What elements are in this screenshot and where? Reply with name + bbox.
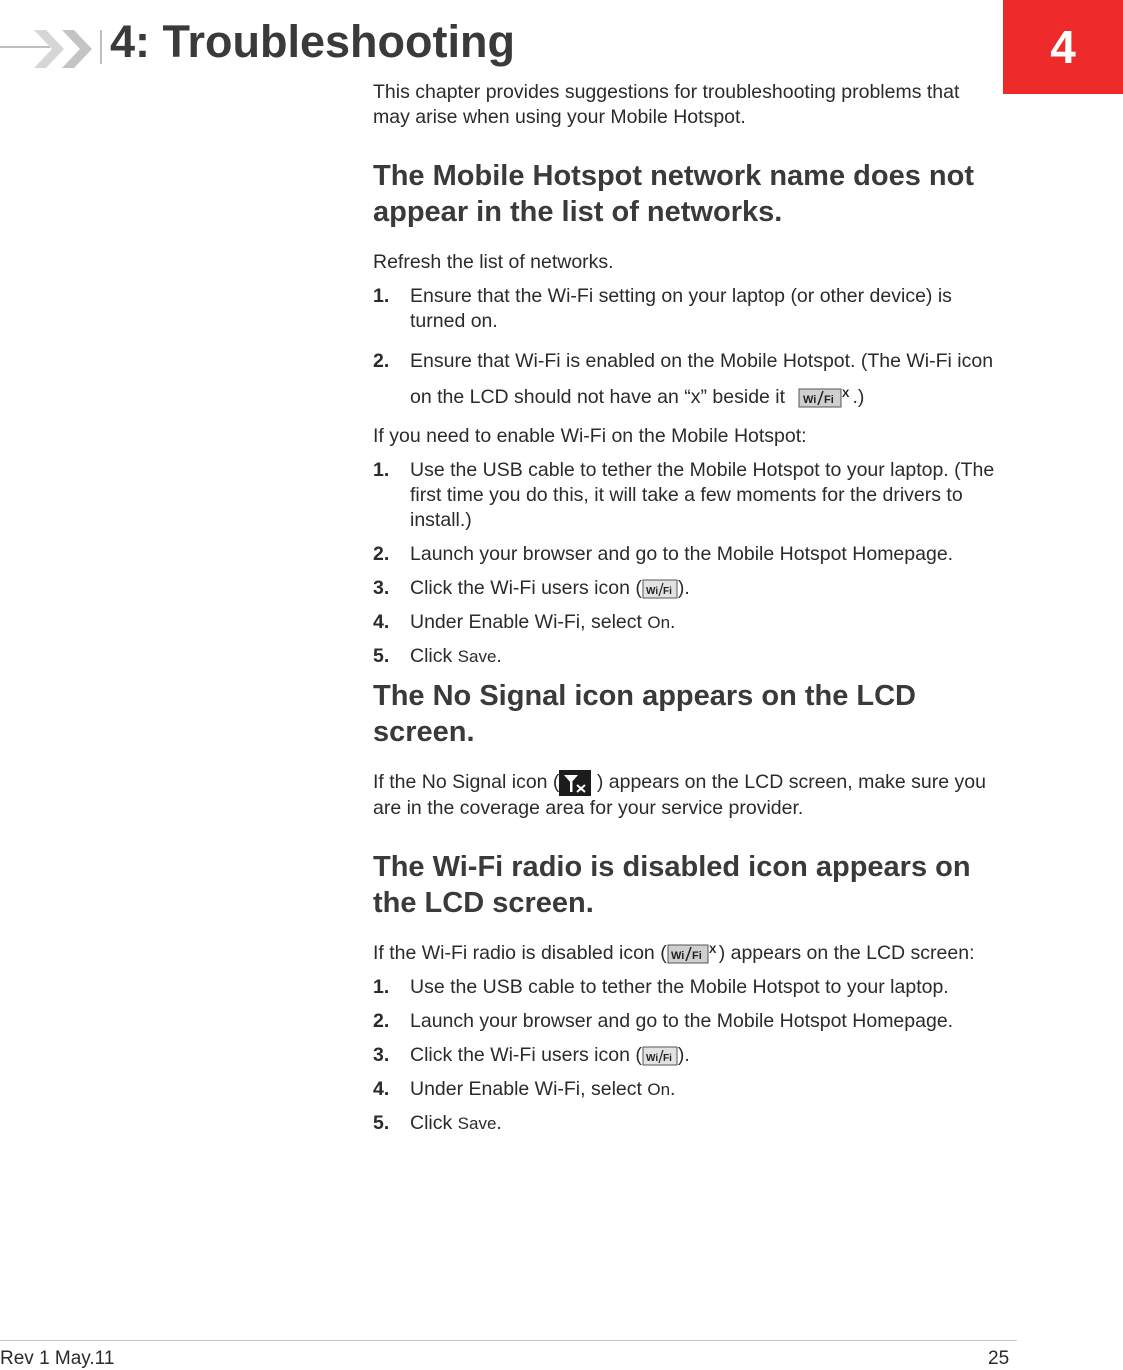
svg-text:Wi: Wi <box>670 949 685 962</box>
step-text-end: .) <box>852 386 865 408</box>
step-number: 2. <box>373 543 390 565</box>
step-number: 3. <box>373 1044 390 1066</box>
enable-wifi-steps <box>373 458 998 669</box>
list-item <box>373 542 998 567</box>
step-number: 5. <box>373 645 390 667</box>
svg-text:Wi: Wi <box>645 1052 659 1064</box>
svg-text:X: X <box>708 943 717 956</box>
wifi-disabled-steps <box>373 975 998 1136</box>
step-text: Click <box>410 1112 458 1134</box>
step-text: Under Enable Wi-Fi, select <box>410 1078 648 1100</box>
page-number: 25 <box>988 1348 1010 1369</box>
svg-text:Fi: Fi <box>662 1052 672 1064</box>
step-text: Ensure that the Wi-Fi setting on your laptop (or other device) is turned on. <box>410 285 952 332</box>
section-heading-network-name: The Mobile Hotspot network name does not appear in the list of networks. <box>373 160 974 228</box>
step-number: 5. <box>373 1112 390 1134</box>
step-text: Use the USB cable to tether the Mobile Hotspot to your laptop. (The first time you do this, it will take a few moments for the drivers to install.) <box>410 459 995 531</box>
intro-paragraph: This chapter provides suggestions for troubleshooting problems that may arise when using your Mobile Hotspot. <box>373 81 960 128</box>
step-text: Launch your browser and go to the Mobile Hotspot Homepage. <box>410 543 954 565</box>
list-item: 5. Click Save. <box>373 645 502 667</box>
ui-label-save: Save <box>457 647 497 666</box>
chapter-title: 4: Troubleshooting <box>110 16 515 67</box>
list-item <box>373 1009 998 1034</box>
step-number: 1. <box>373 976 390 998</box>
section-heading-wifi-disabled: The Wi-Fi radio is disabled icon appears on the LCD screen. <box>373 851 971 919</box>
step-text-end: ). <box>677 1044 690 1066</box>
svg-text:Wi: Wi <box>645 585 659 597</box>
list-item <box>373 975 998 1000</box>
wifi-disabled-x: X <box>842 387 850 400</box>
section-heading-no-signal: The No Signal icon appears on the LCD screen. <box>373 680 916 748</box>
step-number: 2. <box>373 1010 390 1032</box>
step-text-end: ). <box>677 577 690 599</box>
wifi-disabled-icon <box>667 942 719 966</box>
list-item <box>373 1043 998 1068</box>
step-text: Ensure that Wi-Fi is enabled on the Mobile Hotspot. (The Wi-Fi icon on the LCD should not have an “x” beside it <box>410 350 994 408</box>
step-text: Click <box>410 645 458 667</box>
svg-text:Fi: Fi <box>662 585 672 597</box>
wifi-disabled-icon <box>798 386 852 410</box>
step-text: Click the Wi-Fi users icon ( <box>410 577 642 599</box>
wifi-users-icon <box>642 578 678 600</box>
list-item <box>373 576 998 601</box>
list-item <box>373 458 998 533</box>
step-text: Click the Wi-Fi users icon ( <box>410 1044 642 1066</box>
chevron-arrows-icon <box>32 26 98 72</box>
list-item <box>373 284 998 334</box>
list-item <box>373 343 998 415</box>
step-text: Launch your browser and go to the Mobile Hotspot Homepage. <box>410 1010 954 1032</box>
step-number: 1. <box>373 459 390 481</box>
ui-label-save: Save <box>457 1114 497 1133</box>
step-number: 1. <box>373 285 390 307</box>
list-item: 4. Under Enable Wi-Fi, select On. <box>373 611 676 633</box>
refresh-networks-text: Refresh the list of networks. <box>373 251 614 273</box>
step-number: 4. <box>373 1078 390 1100</box>
chapter-number-tab: 4 <box>1003 0 1123 94</box>
main-content <box>373 80 998 1145</box>
no-signal-paragraph: If the No Signal icon ( ) appears on the LCD screen, make sure you are in the coverage area for your service provider. <box>373 771 986 819</box>
step-number: 2. <box>373 350 390 372</box>
enable-wifi-text: If you need to enable Wi-Fi on the Mobile Hotspot: <box>373 425 807 447</box>
wifi-label-fi: Fi <box>824 393 835 406</box>
step-number: 3. <box>373 577 390 599</box>
footer-rule <box>0 1340 1017 1341</box>
step-number: 4. <box>373 611 390 633</box>
check-wifi-steps <box>373 284 998 415</box>
ui-label-on: On <box>647 613 671 632</box>
wifi-label-wi: Wi <box>803 393 817 406</box>
list-item: 5. Click Save. <box>373 1112 502 1134</box>
header-divider <box>100 30 102 64</box>
footer-revision: Rev 1 May.11 <box>0 1348 115 1369</box>
ui-label-on: On <box>647 1080 671 1099</box>
wifi-users-icon <box>642 1045 678 1067</box>
svg-text:Fi: Fi <box>691 949 702 962</box>
step-text: Under Enable Wi-Fi, select <box>410 611 648 633</box>
list-item: 4. Under Enable Wi-Fi, select On. <box>373 1078 676 1100</box>
step-text: Use the USB cable to tether the Mobile Hotspot to your laptop. <box>410 976 949 998</box>
wifi-disabled-paragraph: If the Wi-Fi radio is disabled icon ( Wi Fi X ) appears on the LCD screen: <box>373 942 975 964</box>
no-signal-icon <box>559 770 591 796</box>
